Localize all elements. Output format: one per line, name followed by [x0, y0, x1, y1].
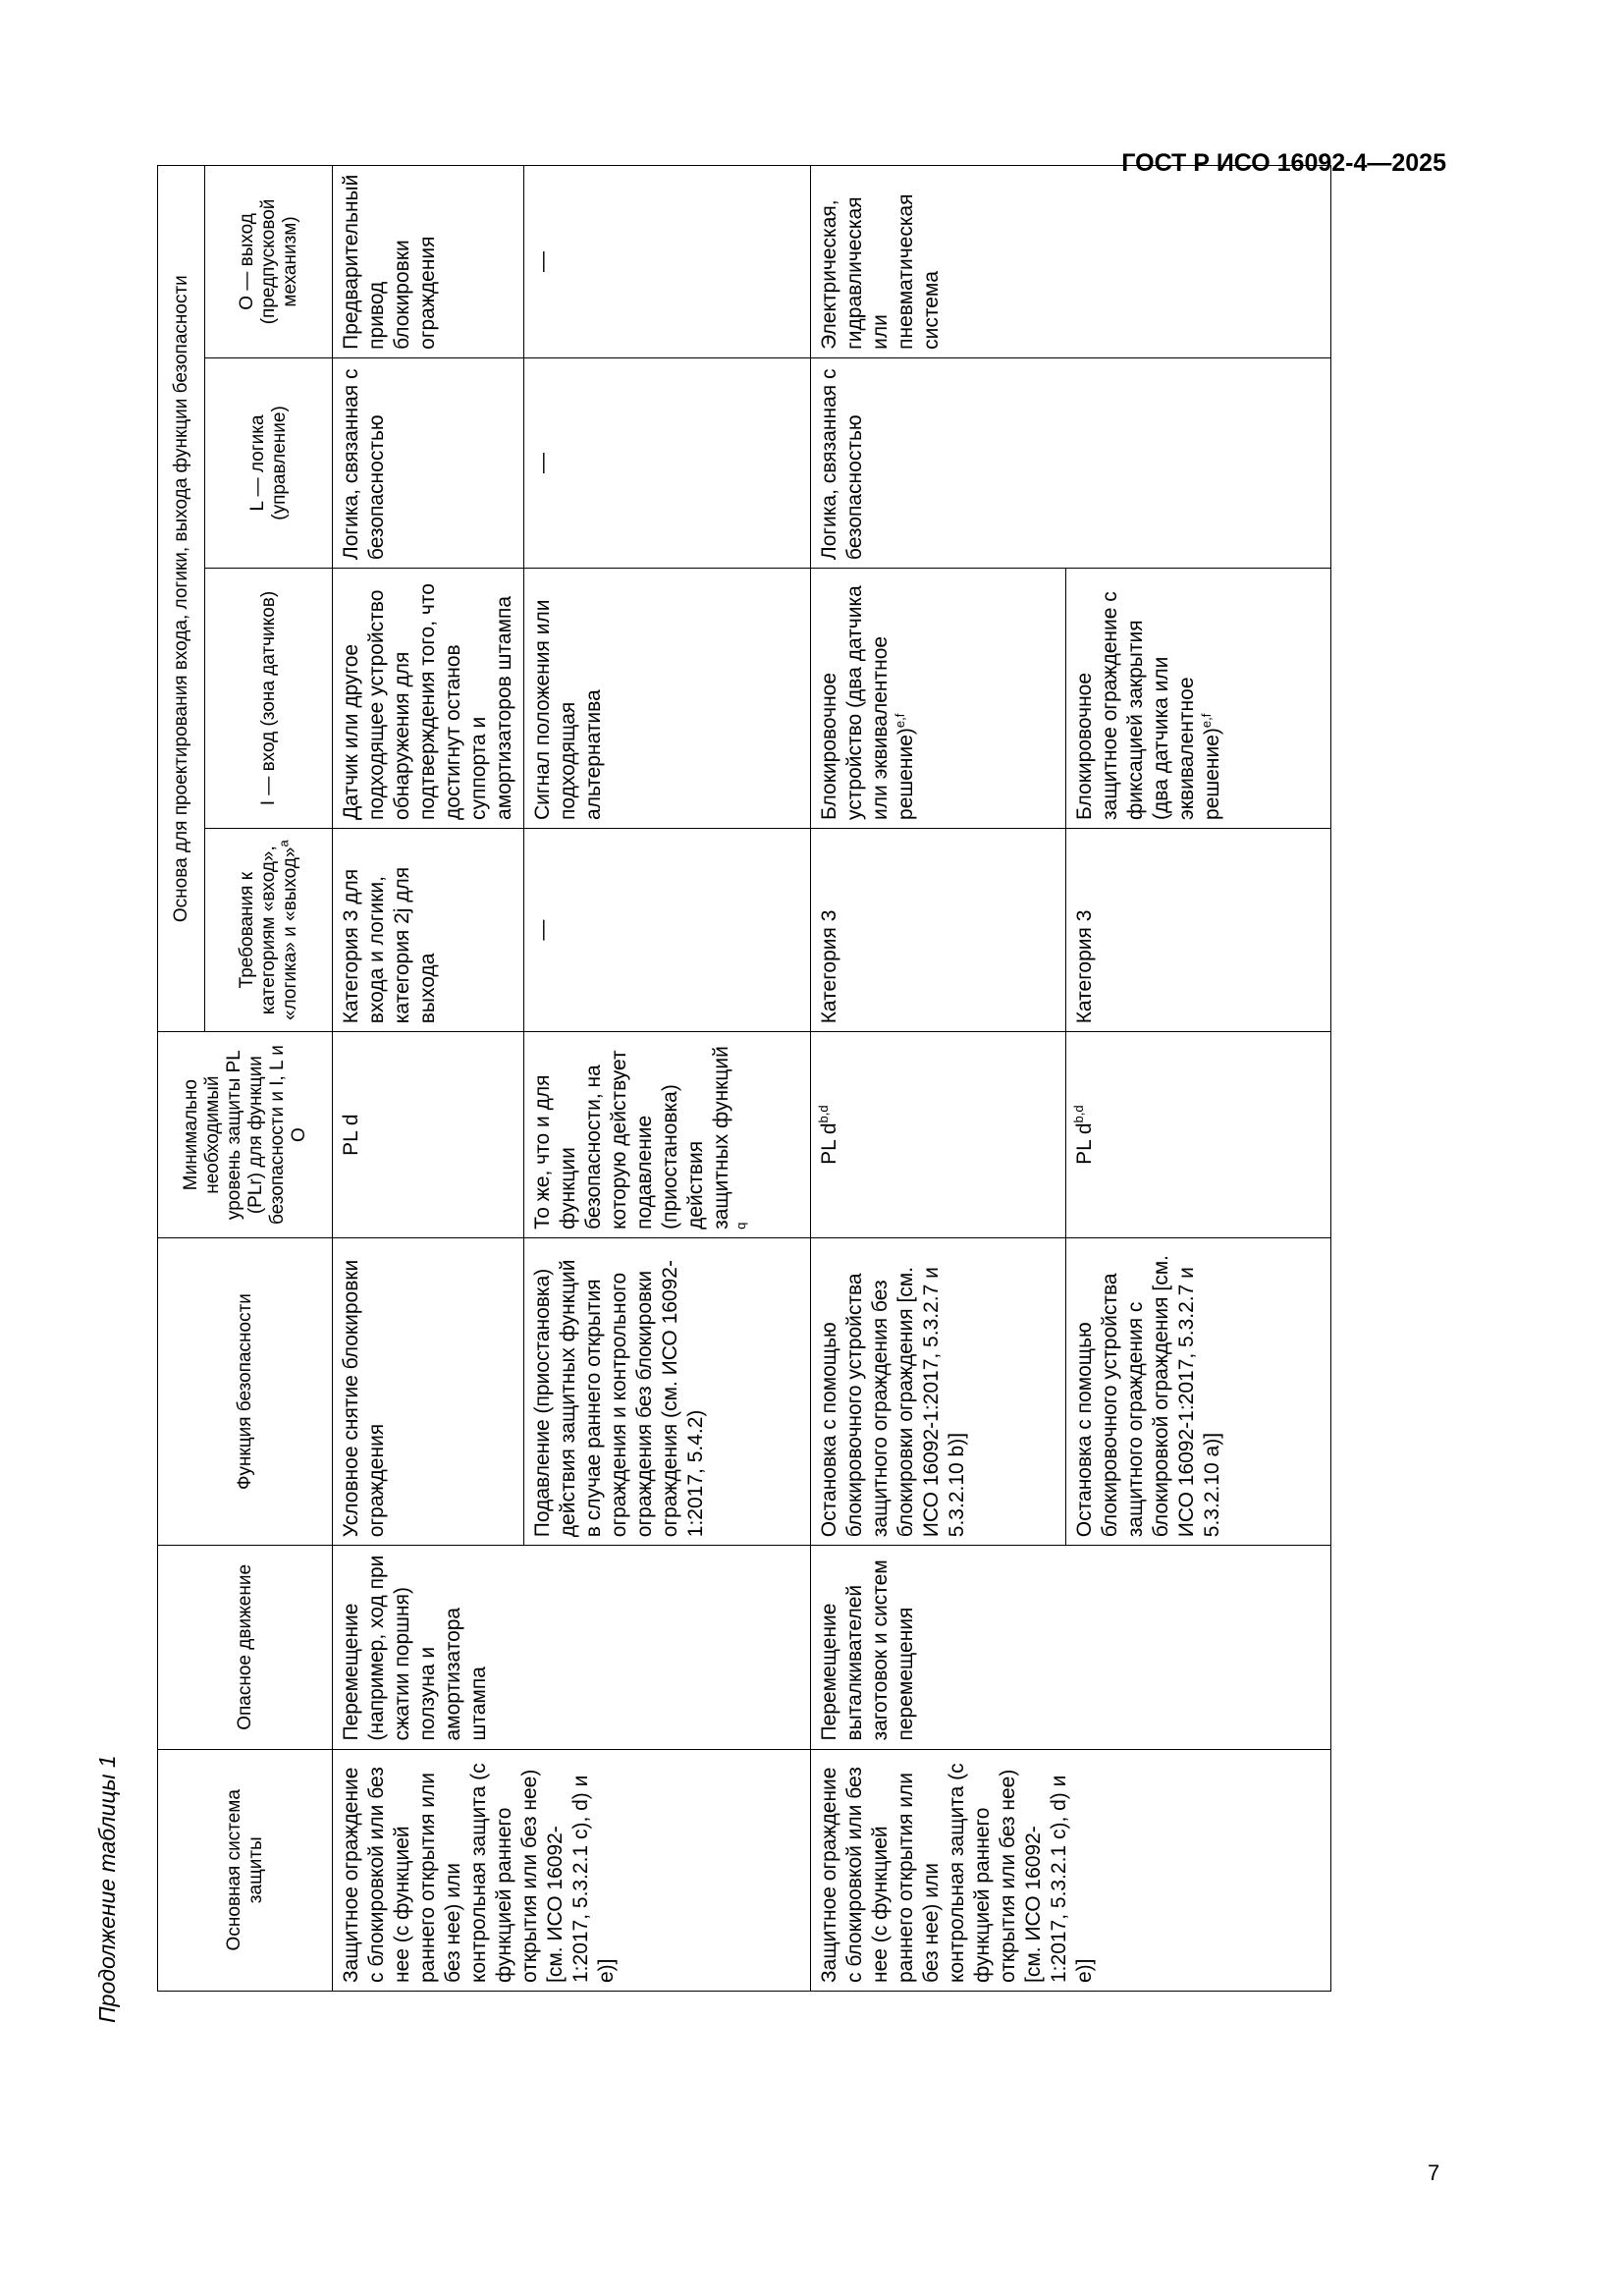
cell-requirements: Категория 3 для входа и логики, категория 2j для выхода — [333, 828, 524, 1031]
cell-input: Сигнал положения или подходящая альтернатива — [524, 569, 811, 829]
col-header-input: I — вход (зона датчиков) — [205, 569, 333, 829]
col-header-requirements: Требования к категориям «вход», «логика» и «выход»$^a$ — [205, 828, 333, 1031]
cell-output: Предварительный привод блокировки ограждения — [333, 166, 524, 358]
col-header-output: O — выход (предпусковой механизм) — [205, 166, 333, 358]
cell-function: Подавление (приостановка) действия защитных функций в случае раннего открытия ограждения и контрольного ограждения без блокировки ограждения (см. ИСО 16092-1:2017, 5.4.2) — [524, 1237, 811, 1545]
cell-pl: PL $d^{b,d}$ — [1066, 1032, 1331, 1238]
cell-movement: Перемещение (например, ход при сжатии поршня) ползуна и амортизатора штампа — [333, 1546, 811, 1749]
cell-input: Блокировочное устройство (два датчика или эквивалентное решение)$^{e,f}$ — [811, 569, 1066, 829]
rotated-table-container — [157, 165, 1434, 1992]
cell-pl: PL d — [333, 1032, 524, 1238]
cell-movement: Перемещение выталкивателей заготовок и систем перемещения — [811, 1546, 1331, 1749]
page-number: 7 — [1428, 2160, 1440, 2185]
cell-output: Электрическая, гидравлическая или пневматическая система — [811, 166, 1331, 358]
cell-requirements: Категория 3 — [811, 828, 1066, 1031]
group-header: Основа для проектирования входа, логики, выхода функции безопасности — [158, 166, 205, 1032]
cell-function: Остановка с помощью блокировочного устройства защитного ограждения без блокировки ограждения [см. ИСО 16092-1:2017, 5.3.2.7 и 5.3.2.10 b)] — [811, 1237, 1066, 1545]
cell-function: Условное снятие блокировки ограждения — [333, 1237, 524, 1545]
col-header-system: Основная система защиты — [158, 1749, 333, 1991]
col-header-movement: Опасное движение — [158, 1546, 333, 1749]
col-header-logic: L — логика (управление) — [205, 357, 333, 568]
safety-table — [157, 165, 1331, 1992]
standard-designation: ГОСТ Р ИСО 16092-4—2025 — [1121, 149, 1446, 177]
cell-system: Защитное ограждение с блокировкой или без нее (с функцией раннего открытия или без нее) или контрольная защита (с функцией раннего открытия или без нее) [см. ИСО 16092-1:2017, 5.3.2.1 c), d) и e)] — [811, 1749, 1331, 1991]
header-row-group — [158, 166, 205, 1992]
table-caption: Продолжение таблицы 1 — [94, 1755, 120, 2023]
cell-logic: Логика, связанная с безопасностью — [333, 357, 524, 568]
cell-requirements: — — [524, 828, 811, 1031]
cell-pl: PL $d^{b,d}$ — [811, 1032, 1066, 1238]
cell-pl: То же, что и для функции безопасности, на которую действует подавление (приостановка) действия защитных функций $^q$ — [524, 1032, 811, 1238]
table-row — [333, 166, 524, 1992]
col-header-function: Функция безопасности — [158, 1237, 333, 1545]
cell-input: Датчик или другое подходящее устройство обнаружения для подтверждения того, что достигнут останов суппорта и амортизаторов штампа — [333, 569, 524, 829]
col-header-pl: Минимально необходимый уровень защиты PL (PLr) для функции безопасности и I, L и O — [158, 1032, 333, 1238]
cell-requirements: Категория 3 — [1066, 828, 1331, 1031]
cell-function: Остановка с помощью блокировочного устройства защитного ограждения с блокировкой ограждения [см. ИСО 16092-1:2017, 5.3.2.7 и 5.3.2.10 a)] — [1066, 1237, 1331, 1545]
cell-logic: — — [524, 357, 811, 568]
cell-system: Защитное ограждение с блокировкой или без нее (с функцией раннего открытия или без нее) или контрольная защита (с функцией раннего открытия или без нее) [см. ИСО 16092-1:2017, 5.3.2.1 c), d) и e)] — [333, 1749, 811, 1991]
cell-input: Блокировочное защитное ограждение с фиксацией закрытия (два датчика или эквивалентное решение)$^{e,f}$ — [1066, 569, 1331, 829]
cell-output: — — [524, 166, 811, 358]
cell-logic: Логика, связанная с безопасностью — [811, 357, 1331, 568]
table-row — [811, 166, 1066, 1992]
